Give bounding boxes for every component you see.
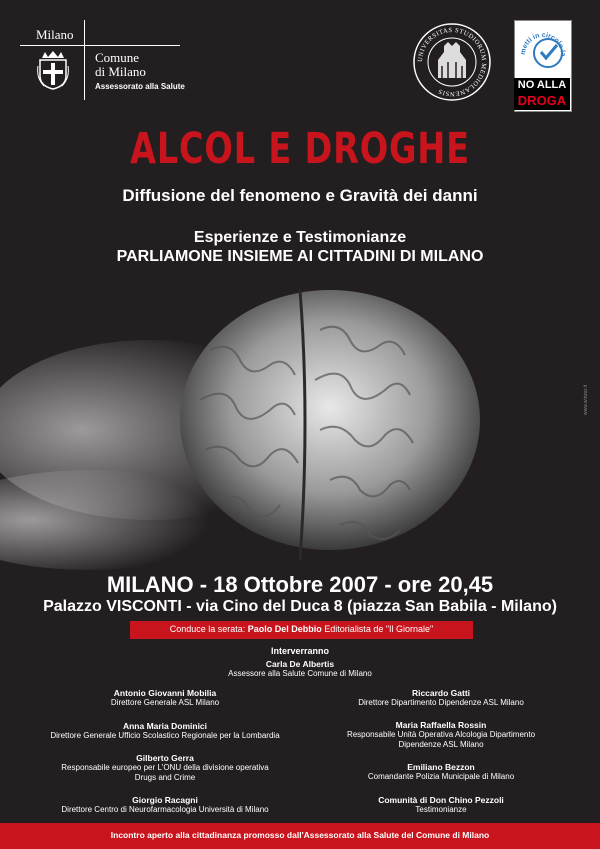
speaker-left-2: [20, 721, 310, 741]
badge-line1: NO ALLA: [517, 79, 567, 91]
comune-name: [95, 51, 146, 79]
speaker-left-4: [20, 795, 310, 815]
speaker-name: Giorgio Racagni: [132, 795, 198, 805]
event-place: Palazzo VISCONTI - via Cino del Duca 8 (piazza San Babila - Milano): [43, 598, 557, 615]
header-divider-vertical: [84, 20, 85, 100]
speaker-name: Emiliano Bezzon: [407, 762, 475, 772]
speaker-role-2: Dipendenze ASL Milano: [398, 740, 484, 749]
speaker-name: Antonio Giovanni Mobilia: [113, 688, 217, 698]
speaker-name: Gilberto Gerra: [136, 753, 194, 763]
speaker-role: Testimonianze: [415, 805, 467, 814]
header-divider-horizontal: [20, 45, 180, 46]
comune-line1: Comune: [95, 50, 140, 65]
speaker-name: Comunità di Don Chino Pezzoli: [378, 795, 504, 805]
university-seal-icon: [412, 22, 492, 102]
speaker-role: Direttore Generale ASL Milano: [110, 698, 220, 707]
circle-check-icon: [515, 21, 571, 79]
host-text: [130, 624, 473, 634]
host-prefix: Conduce la serata:: [169, 624, 248, 634]
speaker-role-1: Responsabile europeo per L'ONU della divisione operativa: [61, 763, 269, 772]
speaker-role: Comandante Polizia Municipale di Milano: [367, 772, 515, 781]
svg-text:metti in circolo la vita: [515, 21, 566, 57]
event-date: MILANO - 18 Ottobre 2007 - ore 20,45: [106, 572, 494, 597]
speaker-right-2: [296, 720, 586, 750]
side-credit: www.winzar.it: [583, 385, 589, 416]
speaker-role-2: Drugs and Crime: [134, 773, 196, 782]
footer-text: Incontro aperto alla cittadinanza promosso dall'Assessorato alla Salute del Comune di Milano: [110, 830, 490, 840]
featured-speaker: [155, 659, 445, 679]
speakers-heading: Interverranno: [270, 646, 330, 656]
main-title: ALCOL E DROGHE: [130, 124, 470, 174]
speaker-right-3: [296, 762, 586, 782]
badge-ring-text: metti in circolo la: [519, 31, 567, 57]
speaker-role-1: Responsabile Unità Operativa Alcologia Dipartimento: [346, 730, 536, 739]
tagline-2: PARLIAMONE INSIEME AI CITTADINI DI MILANO: [116, 248, 484, 265]
speaker-role: Direttore Dipartimento Dipendenze ASL Milano: [358, 698, 524, 707]
milano-crest-icon: [36, 50, 70, 90]
speaker-right-1: [296, 688, 586, 708]
speaker-left-3: [20, 753, 310, 783]
seal-text: UNIVERSITAS STUDIORUM MEDIOLANENSIS: [416, 26, 488, 98]
speaker-name: Carla De Albertis: [265, 659, 335, 669]
speaker-name: Maria Raffaella Rossin: [395, 720, 487, 730]
host-name: Paolo Del Debbio: [247, 624, 322, 634]
subtitle: Diffusione del fenomeno e Gravità dei danni: [122, 186, 478, 205]
assessorato-label: Assessorato alla Salute: [95, 82, 185, 91]
speaker-right-4: [296, 795, 586, 815]
badge-line2: DROGA: [517, 93, 567, 108]
speaker-name: Riccardo Gatti: [411, 688, 471, 698]
speaker-role: Direttore Centro di Neurofarmacologia Università di Milano: [61, 805, 269, 814]
tagline-1: Esperienze e Testimonianze: [193, 229, 407, 246]
speaker-role: Direttore Generale Ufficio Scolastico Regionale per la Lombardia: [50, 731, 280, 740]
brain-image: [0, 270, 600, 580]
comune-line2: di Milano: [95, 64, 146, 79]
speaker-role: Assessore alla Salute Comune di Milano: [228, 669, 372, 678]
city-name: Milano: [36, 27, 74, 42]
speaker-left-1: [20, 688, 310, 708]
host-suffix: Editorialista de "Il Giornale": [321, 624, 434, 634]
speaker-name: Anna Maria Dominici: [122, 721, 208, 731]
